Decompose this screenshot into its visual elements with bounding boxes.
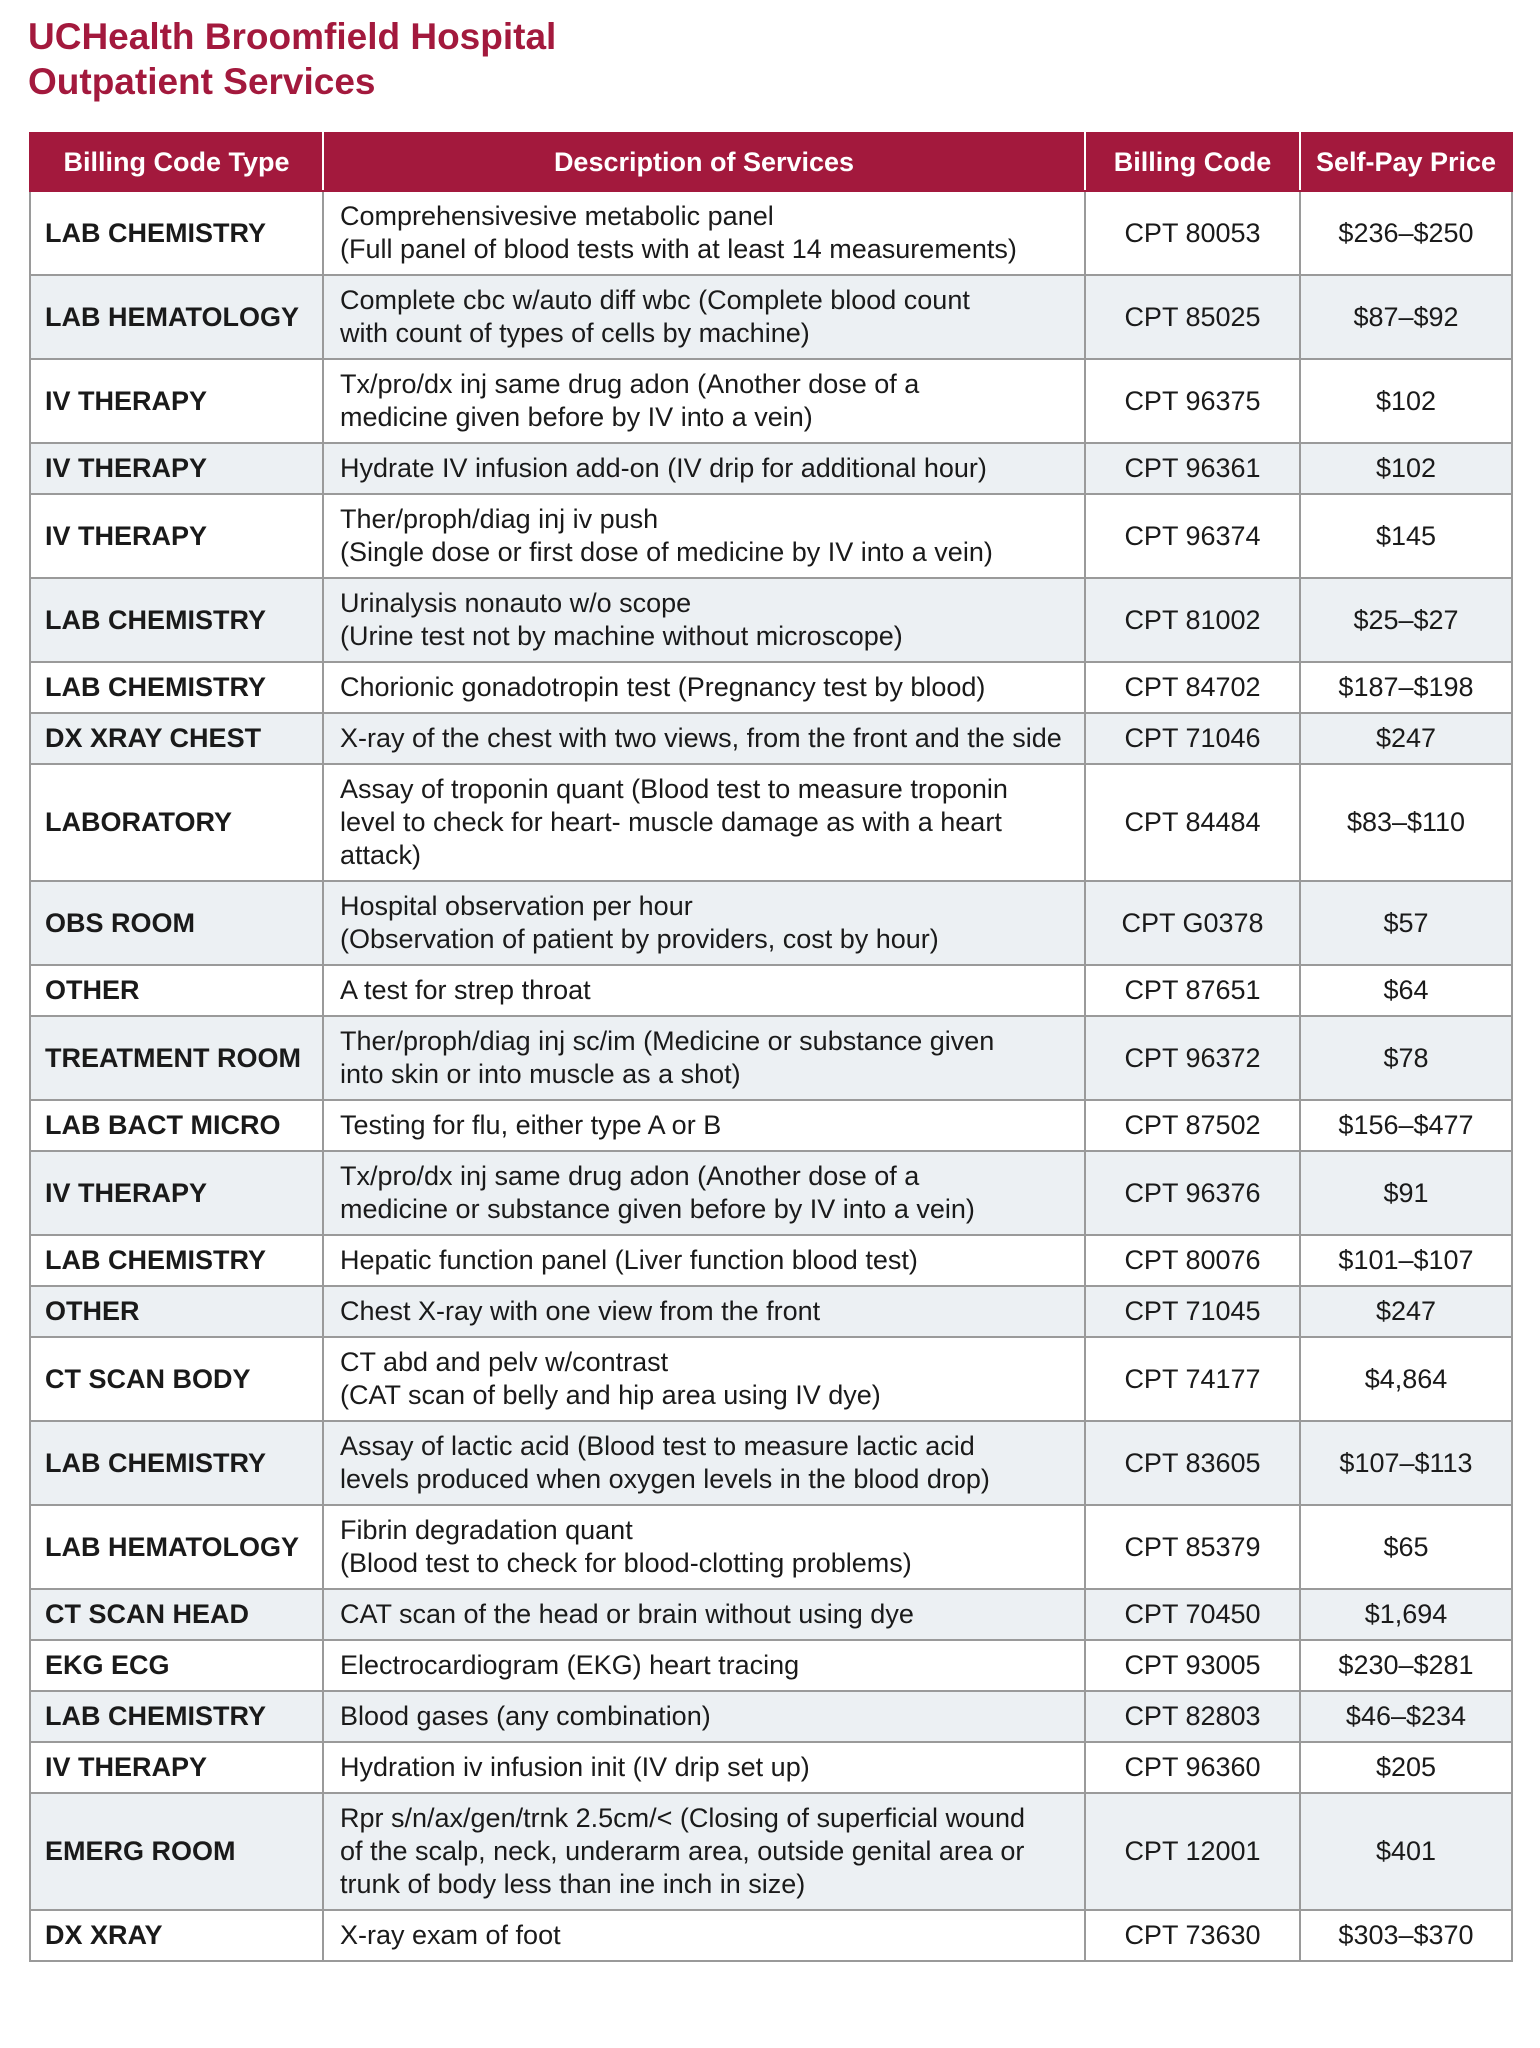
description-cell (323, 191, 1085, 275)
description-line: medicine given before by IV into a vein) (340, 402, 813, 432)
billing-code-cell: CPT 80076 (1085, 1235, 1300, 1286)
description-line: of the scalp, neck, underarm area, outside genital area or (340, 1836, 1025, 1866)
billing-code-cell: CPT 96375 (1085, 359, 1300, 443)
header-billing-code: Billing Code (1085, 133, 1300, 191)
description-line: level to check for heart- muscle damage as with a heart (340, 807, 1002, 837)
billing-code-cell: CPT 74177 (1085, 1337, 1300, 1421)
table-row (30, 1337, 1512, 1421)
description-cell (323, 764, 1085, 881)
description-line: Fibrin degradation quant (340, 1515, 633, 1545)
description-cell (323, 275, 1085, 359)
billing-code-cell: CPT 82803 (1085, 1691, 1300, 1742)
self-pay-price-cell: $303–$370 (1300, 1910, 1512, 1961)
billing-code-type-cell: LAB CHEMISTRY (30, 191, 323, 275)
billing-code-cell: CPT 96360 (1085, 1742, 1300, 1793)
billing-code-type-cell: IV THERAPY (30, 1151, 323, 1235)
billing-code-type-cell: CT SCAN HEAD (30, 1589, 323, 1640)
self-pay-price-cell: $102 (1300, 443, 1512, 494)
billing-code-type-cell: DX XRAY (30, 1910, 323, 1961)
billing-code-cell: CPT 96372 (1085, 1016, 1300, 1100)
billing-code-cell: CPT 80053 (1085, 191, 1300, 275)
table-row (30, 1100, 1512, 1151)
self-pay-price-cell: $107–$113 (1300, 1421, 1512, 1505)
billing-code-cell: CPT 84484 (1085, 764, 1300, 881)
self-pay-price-cell: $87–$92 (1300, 275, 1512, 359)
description-line: Complete cbc w/auto diff wbc (Complete blood count (340, 285, 970, 315)
self-pay-price-cell: $83–$110 (1300, 764, 1512, 881)
billing-code-type-cell: LAB CHEMISTRY (30, 1235, 323, 1286)
description-cell (323, 1100, 1085, 1151)
billing-code-type-cell: DX XRAY CHEST (30, 713, 323, 764)
description-cell (323, 881, 1085, 965)
description-line: CAT scan of the head or brain without using dye (340, 1599, 914, 1629)
billing-code-type-cell: EKG ECG (30, 1640, 323, 1691)
table-row (30, 275, 1512, 359)
description-cell (323, 1286, 1085, 1337)
description-cell (323, 1151, 1085, 1235)
self-pay-price-cell: $4,864 (1300, 1337, 1512, 1421)
description-line: medicine or substance given before by IV into a vein) (340, 1194, 975, 1224)
table-row (30, 1151, 1512, 1235)
description-cell (323, 494, 1085, 578)
billing-code-cell: CPT 84702 (1085, 662, 1300, 713)
description-line: Rpr s/n/ax/gen/trnk 2.5cm/< (Closing of superficial wound (340, 1803, 1026, 1833)
description-line: (Single dose or first dose of medicine by IV into a vein) (340, 537, 993, 567)
billing-code-type-cell: LAB BACT MICRO (30, 1100, 323, 1151)
billing-code-type-cell: IV THERAPY (30, 1742, 323, 1793)
self-pay-price-cell: $187–$198 (1300, 662, 1512, 713)
table-row (30, 662, 1512, 713)
table-row (30, 1640, 1512, 1691)
table-row (30, 965, 1512, 1016)
description-cell (323, 1910, 1085, 1961)
description-line: Hydrate IV infusion add-on (IV drip for additional hour) (340, 453, 987, 483)
billing-code-cell: CPT G0378 (1085, 881, 1300, 965)
description-line: Ther/proph/diag inj sc/im (Medicine or substance given (340, 1026, 995, 1056)
table-row (30, 1793, 1512, 1910)
billing-code-cell: CPT 85379 (1085, 1505, 1300, 1589)
description-line: into skin or into muscle as a shot) (340, 1059, 741, 1089)
billing-code-cell: CPT 71045 (1085, 1286, 1300, 1337)
description-line: A test for strep throat (340, 975, 591, 1005)
table-row (30, 1016, 1512, 1100)
billing-code-type-cell: LAB CHEMISTRY (30, 1421, 323, 1505)
description-cell (323, 1589, 1085, 1640)
billing-code-cell: CPT 87502 (1085, 1100, 1300, 1151)
self-pay-price-cell: $65 (1300, 1505, 1512, 1589)
table-row (30, 1910, 1512, 1961)
description-cell (323, 1640, 1085, 1691)
description-line: Hepatic function panel (Liver function blood test) (340, 1245, 918, 1275)
billing-code-type-cell: EMERG ROOM (30, 1793, 323, 1910)
table-row (30, 1742, 1512, 1793)
table-row (30, 1589, 1512, 1640)
description-line: Tx/pro/dx inj same drug adon (Another dose of a (340, 1161, 920, 1191)
billing-code-cell: CPT 81002 (1085, 578, 1300, 662)
description-line: Hydration iv infusion init (IV drip set up) (340, 1752, 810, 1782)
table-body (30, 191, 1512, 1961)
description-line: Blood gases (any combination) (340, 1701, 711, 1731)
header-self-pay-price: Self-Pay Price (1300, 133, 1512, 191)
table-row (30, 494, 1512, 578)
self-pay-price-cell: $91 (1300, 1151, 1512, 1235)
header-description: Description of Services (323, 133, 1085, 191)
description-line: X-ray of the chest with two views, from the front and the side (340, 723, 1062, 753)
description-cell (323, 1337, 1085, 1421)
description-cell (323, 1793, 1085, 1910)
description-cell (323, 1505, 1085, 1589)
description-line: Assay of troponin quant (Blood test to measure troponin (340, 774, 1008, 804)
billing-code-type-cell: OTHER (30, 965, 323, 1016)
self-pay-price-cell: $230–$281 (1300, 1640, 1512, 1691)
self-pay-price-cell: $247 (1300, 713, 1512, 764)
table-row (30, 764, 1512, 881)
description-cell (323, 578, 1085, 662)
billing-code-type-cell: LABORATORY (30, 764, 323, 881)
billing-code-type-cell: TREATMENT ROOM (30, 1016, 323, 1100)
description-cell (323, 359, 1085, 443)
description-line: Assay of lactic acid (Blood test to measure lactic acid (340, 1431, 975, 1461)
description-line: Urinalysis nonauto w/o scope (340, 588, 692, 618)
description-line: Hospital observation per hour (340, 891, 693, 921)
self-pay-price-cell: $205 (1300, 1742, 1512, 1793)
self-pay-price-cell: $401 (1300, 1793, 1512, 1910)
page-title (28, 14, 556, 104)
table-row (30, 443, 1512, 494)
description-line: Ther/proph/diag inj iv push (340, 504, 659, 534)
header-billing-code-type: Billing Code Type (30, 133, 323, 191)
billing-code-type-cell: LAB CHEMISTRY (30, 662, 323, 713)
table-row (30, 191, 1512, 275)
billing-code-cell: CPT 12001 (1085, 1793, 1300, 1910)
description-line: (Urine test not by machine without microscope) (340, 621, 903, 651)
billing-code-type-cell: OBS ROOM (30, 881, 323, 965)
description-line: with count of types of cells by machine) (340, 318, 810, 348)
description-line: Chest X-ray with one view from the front (340, 1296, 821, 1326)
self-pay-price-cell: $46–$234 (1300, 1691, 1512, 1742)
table-row (30, 578, 1512, 662)
description-line: Testing for flu, either type A or B (340, 1110, 722, 1140)
description-line: attack) (340, 840, 422, 870)
billing-code-type-cell: IV THERAPY (30, 443, 323, 494)
self-pay-price-cell: $78 (1300, 1016, 1512, 1100)
description-line: (Blood test to check for blood-clotting problems) (340, 1548, 912, 1578)
description-cell (323, 965, 1085, 1016)
header-row (30, 133, 1512, 191)
billing-code-cell: CPT 70450 (1085, 1589, 1300, 1640)
billing-code-cell: CPT 96376 (1085, 1151, 1300, 1235)
table-row (30, 1691, 1512, 1742)
description-line: Comprehensivesive metabolic panel (340, 201, 774, 231)
billing-code-type-cell: LAB CHEMISTRY (30, 1691, 323, 1742)
description-line: levels produced when oxygen levels in the blood drop) (340, 1464, 990, 1494)
description-cell (323, 443, 1085, 494)
self-pay-price-cell: $64 (1300, 965, 1512, 1016)
billing-code-type-cell: LAB HEMATOLOGY (30, 275, 323, 359)
billing-code-cell: CPT 96374 (1085, 494, 1300, 578)
billing-code-cell: CPT 87651 (1085, 965, 1300, 1016)
table-header (30, 133, 1512, 191)
billing-code-type-cell: LAB CHEMISTRY (30, 578, 323, 662)
description-cell (323, 713, 1085, 764)
billing-code-type-cell: OTHER (30, 1286, 323, 1337)
table-row (30, 1505, 1512, 1589)
table-row (30, 359, 1512, 443)
billing-code-type-cell: CT SCAN BODY (30, 1337, 323, 1421)
table-row (30, 1235, 1512, 1286)
services-table (29, 132, 1513, 1962)
section-name: Outpatient Services (28, 61, 376, 102)
self-pay-price-cell: $236–$250 (1300, 191, 1512, 275)
table-row (30, 881, 1512, 965)
description-cell (323, 1421, 1085, 1505)
billing-code-type-cell: LAB HEMATOLOGY (30, 1505, 323, 1589)
table-row (30, 1421, 1512, 1505)
self-pay-price-cell: $247 (1300, 1286, 1512, 1337)
description-line: (Full panel of blood tests with at least 14 measurements) (340, 234, 1017, 264)
table-row (30, 713, 1512, 764)
billing-code-cell: CPT 93005 (1085, 1640, 1300, 1691)
billing-code-cell: CPT 73630 (1085, 1910, 1300, 1961)
hospital-name: UCHealth Broomfield Hospital (28, 16, 557, 57)
self-pay-price-cell: $156–$477 (1300, 1100, 1512, 1151)
billing-code-cell: CPT 96361 (1085, 443, 1300, 494)
description-cell (323, 1691, 1085, 1742)
billing-code-type-cell: IV THERAPY (30, 359, 323, 443)
self-pay-price-cell: $101–$107 (1300, 1235, 1512, 1286)
description-cell (323, 1016, 1085, 1100)
description-line: (Observation of patient by providers, cost by hour) (340, 924, 939, 954)
billing-code-cell: CPT 83605 (1085, 1421, 1300, 1505)
table-row (30, 1286, 1512, 1337)
description-line: Electrocardiogram (EKG) heart tracing (340, 1650, 800, 1680)
self-pay-price-cell: $25–$27 (1300, 578, 1512, 662)
description-line: (CAT scan of belly and hip area using IV dye) (340, 1380, 881, 1410)
billing-code-cell: CPT 85025 (1085, 275, 1300, 359)
description-cell (323, 662, 1085, 713)
description-line: trunk of body less than ine inch in size) (340, 1869, 806, 1899)
billing-code-cell: CPT 71046 (1085, 713, 1300, 764)
billing-code-type-cell: IV THERAPY (30, 494, 323, 578)
description-line: Tx/pro/dx inj same drug adon (Another dose of a (340, 369, 920, 399)
description-line: X-ray exam of foot (340, 1920, 561, 1950)
description-cell (323, 1742, 1085, 1793)
description-cell (323, 1235, 1085, 1286)
self-pay-price-cell: $145 (1300, 494, 1512, 578)
self-pay-price-cell: $57 (1300, 881, 1512, 965)
description-line: CT abd and pelv w/contrast (340, 1347, 669, 1377)
description-line: Chorionic gonadotropin test (Pregnancy test by blood) (340, 672, 986, 702)
self-pay-price-cell: $102 (1300, 359, 1512, 443)
self-pay-price-cell: $1,694 (1300, 1589, 1512, 1640)
